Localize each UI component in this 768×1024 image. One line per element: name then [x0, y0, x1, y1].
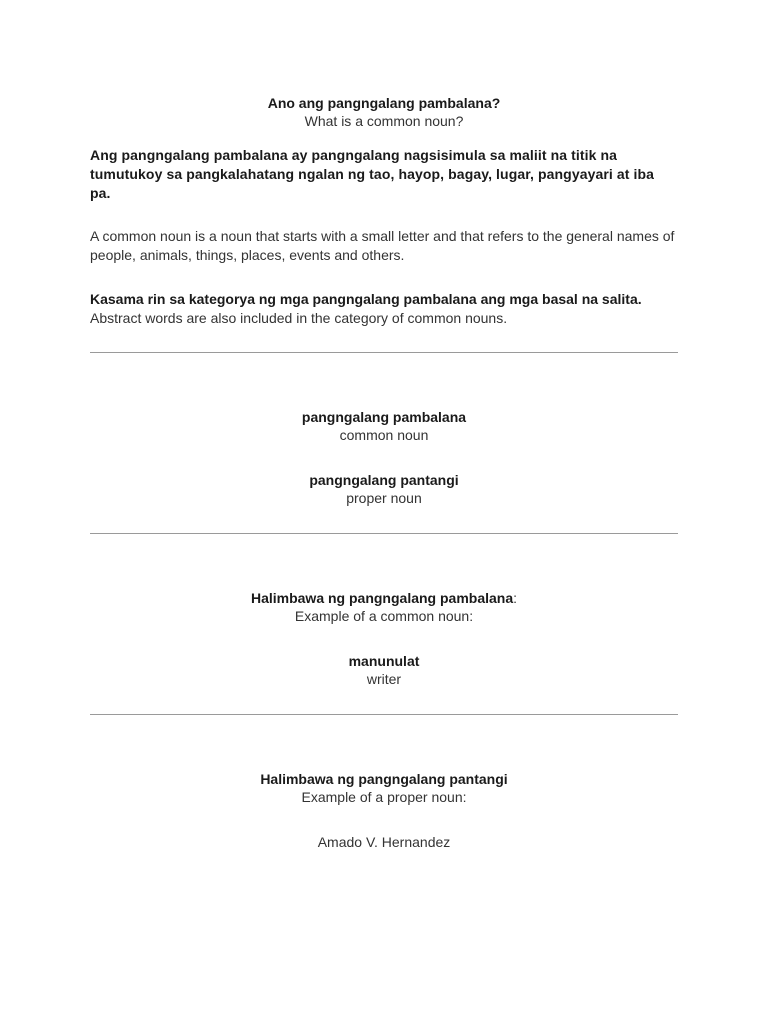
example-common-word-english: writer: [366, 671, 402, 687]
term-english: common noun: [339, 427, 429, 443]
example-common-heading: [90, 589, 678, 625]
example-common-word: [90, 652, 678, 688]
divider-2: [90, 533, 678, 534]
example-proper-word: Amado V. Hernandez: [317, 834, 451, 850]
definition-english: A common noun is a noun that starts with a small letter and that refers to the general names of people, animals, things, places, events and others.: [90, 228, 675, 263]
question-tagalog: Ano ang pangngalang pambalana?: [267, 95, 501, 111]
term-english: proper noun: [346, 490, 422, 506]
term-proper-noun: [90, 471, 678, 507]
abstract-english: Abstract words are also included in the category of common nouns.: [90, 310, 508, 326]
term-tagalog: pangngalang pantangi: [309, 472, 459, 488]
example-common-word-tagalog: manunulat: [348, 653, 420, 669]
example-common-heading-tagalog: Halimbawa ng pangngalang pambalana: [250, 590, 514, 606]
divider-1: [90, 352, 678, 353]
example-common-heading-colon: :: [513, 590, 518, 606]
definition-tagalog: Ang pangngalang pambalana ay pangngalang nagsisimula sa maliit na titik na tumutukoy sa pangkalahatang ngalan ng tao, hayop, bagay, lugar, pangyayari at iba pa.: [90, 147, 655, 201]
question-english: What is a common noun?: [304, 113, 464, 129]
intro-question-block: [90, 94, 678, 130]
term-common-noun: [90, 408, 678, 444]
example-common-heading-english: Example of a common noun:: [294, 608, 474, 624]
example-proper-heading-english: Example of a proper noun:: [301, 789, 467, 805]
example-proper-heading-tagalog: Halimbawa ng pangngalang pantangi: [260, 771, 508, 787]
abstract-words-paragraph: [90, 290, 678, 328]
divider-3: [90, 714, 678, 715]
abstract-tagalog: Kasama rin sa kategorya ng mga pangngalang pambalana ang mga basal na salita.: [90, 291, 642, 307]
term-tagalog: pangngalang pambalana: [301, 409, 467, 425]
example-proper-heading: [90, 770, 678, 806]
